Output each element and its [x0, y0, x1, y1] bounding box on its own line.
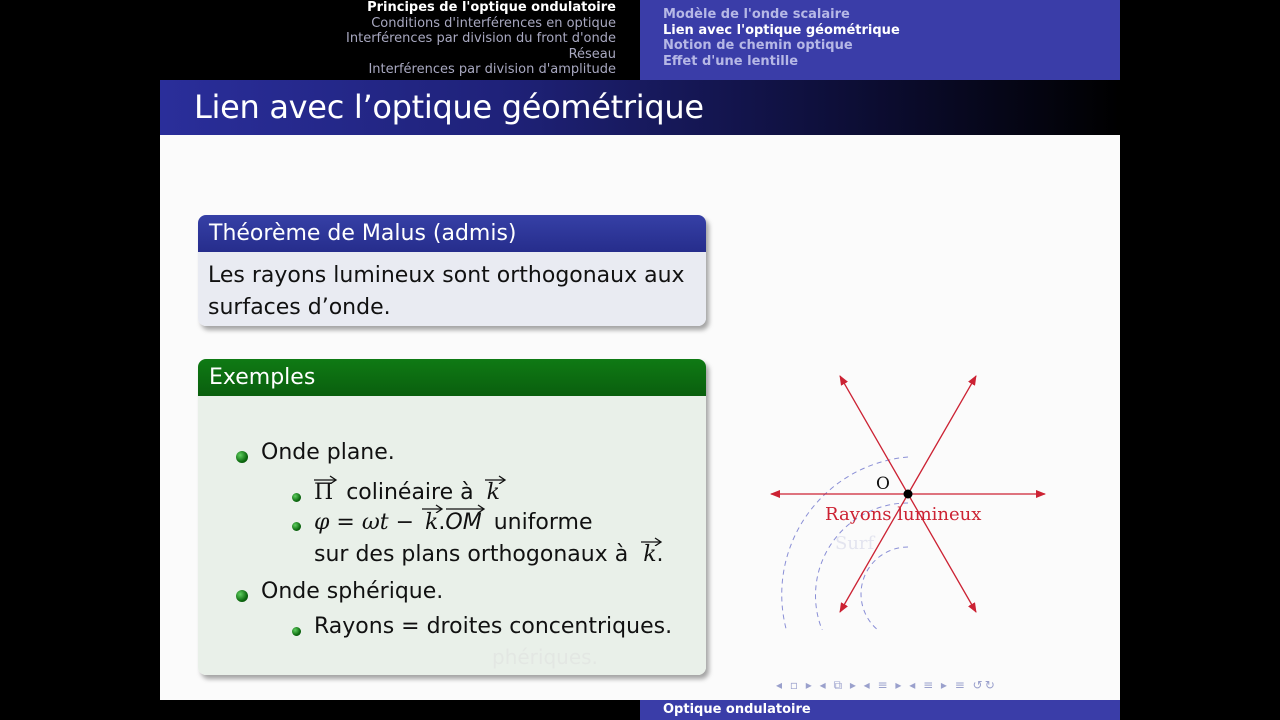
k-symbol: k — [486, 480, 500, 505]
slide-title: Lien avec l’optique géométrique — [194, 88, 704, 126]
example-sub-phase-line2 — [314, 542, 664, 567]
rays-diagram — [760, 360, 1060, 630]
bullet-icon — [292, 522, 301, 531]
k-symbol: k — [425, 510, 439, 535]
nav-subsection-optique-geometrique[interactable]: Lien avec l'optique géométrique — [663, 22, 900, 38]
vector-arrow-icon — [421, 503, 445, 513]
beamer-navigation-symbols[interactable]: ◂ ▫ ▸ ◂ ⧉ ▸ ◂ ≡ ▸ ◂ ≡ ▸ ≡ ↺↻ — [776, 678, 997, 692]
examples-block — [198, 359, 706, 675]
dot-symbol: . — [438, 510, 446, 535]
example-onde-plane: Onde plane. — [261, 440, 395, 465]
example-onde-spherique: Onde sphérique. — [261, 579, 444, 604]
rays-caption: Rayons lumineux — [825, 504, 982, 525]
nav-section-reseau[interactable]: Réseau — [568, 46, 616, 62]
footer-title: Optique ondulatoire — [663, 702, 811, 717]
pi-vector — [314, 480, 333, 505]
slide — [160, 0, 1120, 720]
bullet-icon — [236, 451, 248, 463]
example-sub-phase — [314, 510, 593, 535]
section-navigation — [160, 0, 640, 80]
nav-section-principes[interactable]: Principes de l'optique ondulatoire — [367, 0, 616, 15]
bullet-icon — [292, 493, 301, 502]
period-symbol: . — [656, 542, 664, 567]
nav-section-conditions[interactable]: Conditions d'interférences en optique — [371, 15, 616, 31]
om-symbol: OM — [445, 510, 482, 535]
footer-bar — [640, 700, 1120, 720]
nav-subsection-chemin-optique[interactable]: Notion de chemin optique — [663, 38, 853, 54]
theorem-body — [198, 252, 706, 326]
wavefront-inner — [861, 547, 908, 630]
theorem-block — [198, 215, 706, 326]
bullet-icon — [236, 590, 248, 602]
example-sub-faded: phériques. — [492, 645, 598, 669]
ray-up-left — [840, 376, 908, 494]
phase-expression: φ = ωt − — [314, 510, 415, 535]
vector-arrow-icon — [640, 536, 664, 546]
wavefront-caption-faded: Surf — [835, 533, 875, 554]
k-vector — [487, 480, 500, 505]
pi-symbol: Π — [314, 480, 334, 505]
k-symbol: k — [643, 542, 657, 567]
nav-section-amplitude[interactable]: Interférences par division d'amplitude — [368, 62, 616, 78]
examples-title: Exemples — [198, 359, 706, 396]
example-sub-colineaire — [314, 480, 500, 505]
theorem-line-1: Les rayons lumineux sont orthogonaux aux — [208, 263, 685, 288]
om-vector — [445, 510, 481, 535]
plans-text: sur des plans orthogonaux à — [314, 542, 629, 567]
ray-up-right — [908, 376, 976, 494]
origin-point — [904, 490, 913, 499]
subsection-navigation — [640, 0, 1120, 80]
nav-subsection-onde-scalaire[interactable]: Modèle de l'onde scalaire — [663, 7, 850, 22]
theorem-title: Théorème de Malus (admis) — [198, 215, 706, 252]
nav-subsection-lentille[interactable]: Effet d'une lentille — [663, 53, 799, 69]
examples-body — [198, 396, 706, 675]
origin-label: O — [876, 474, 890, 494]
bullet-icon — [292, 627, 301, 636]
slide-title-bar — [160, 80, 1120, 135]
uniforme-text: uniforme — [493, 510, 593, 535]
vector-arrow-icon — [484, 474, 508, 484]
theorem-line-2: surfaces d’onde. — [208, 295, 391, 320]
k-vector — [425, 510, 438, 535]
colineaire-text: colinéaire à — [346, 480, 474, 505]
vector-arrow-icon — [313, 474, 339, 484]
k-vector — [643, 542, 656, 567]
slide-content — [160, 135, 1120, 700]
nav-section-front-onde[interactable]: Interférences par division du front d'onde — [346, 31, 616, 47]
example-sub-rayons: Rayons = droites concentriques. — [314, 614, 673, 639]
vector-arrow-icon — [445, 503, 487, 513]
